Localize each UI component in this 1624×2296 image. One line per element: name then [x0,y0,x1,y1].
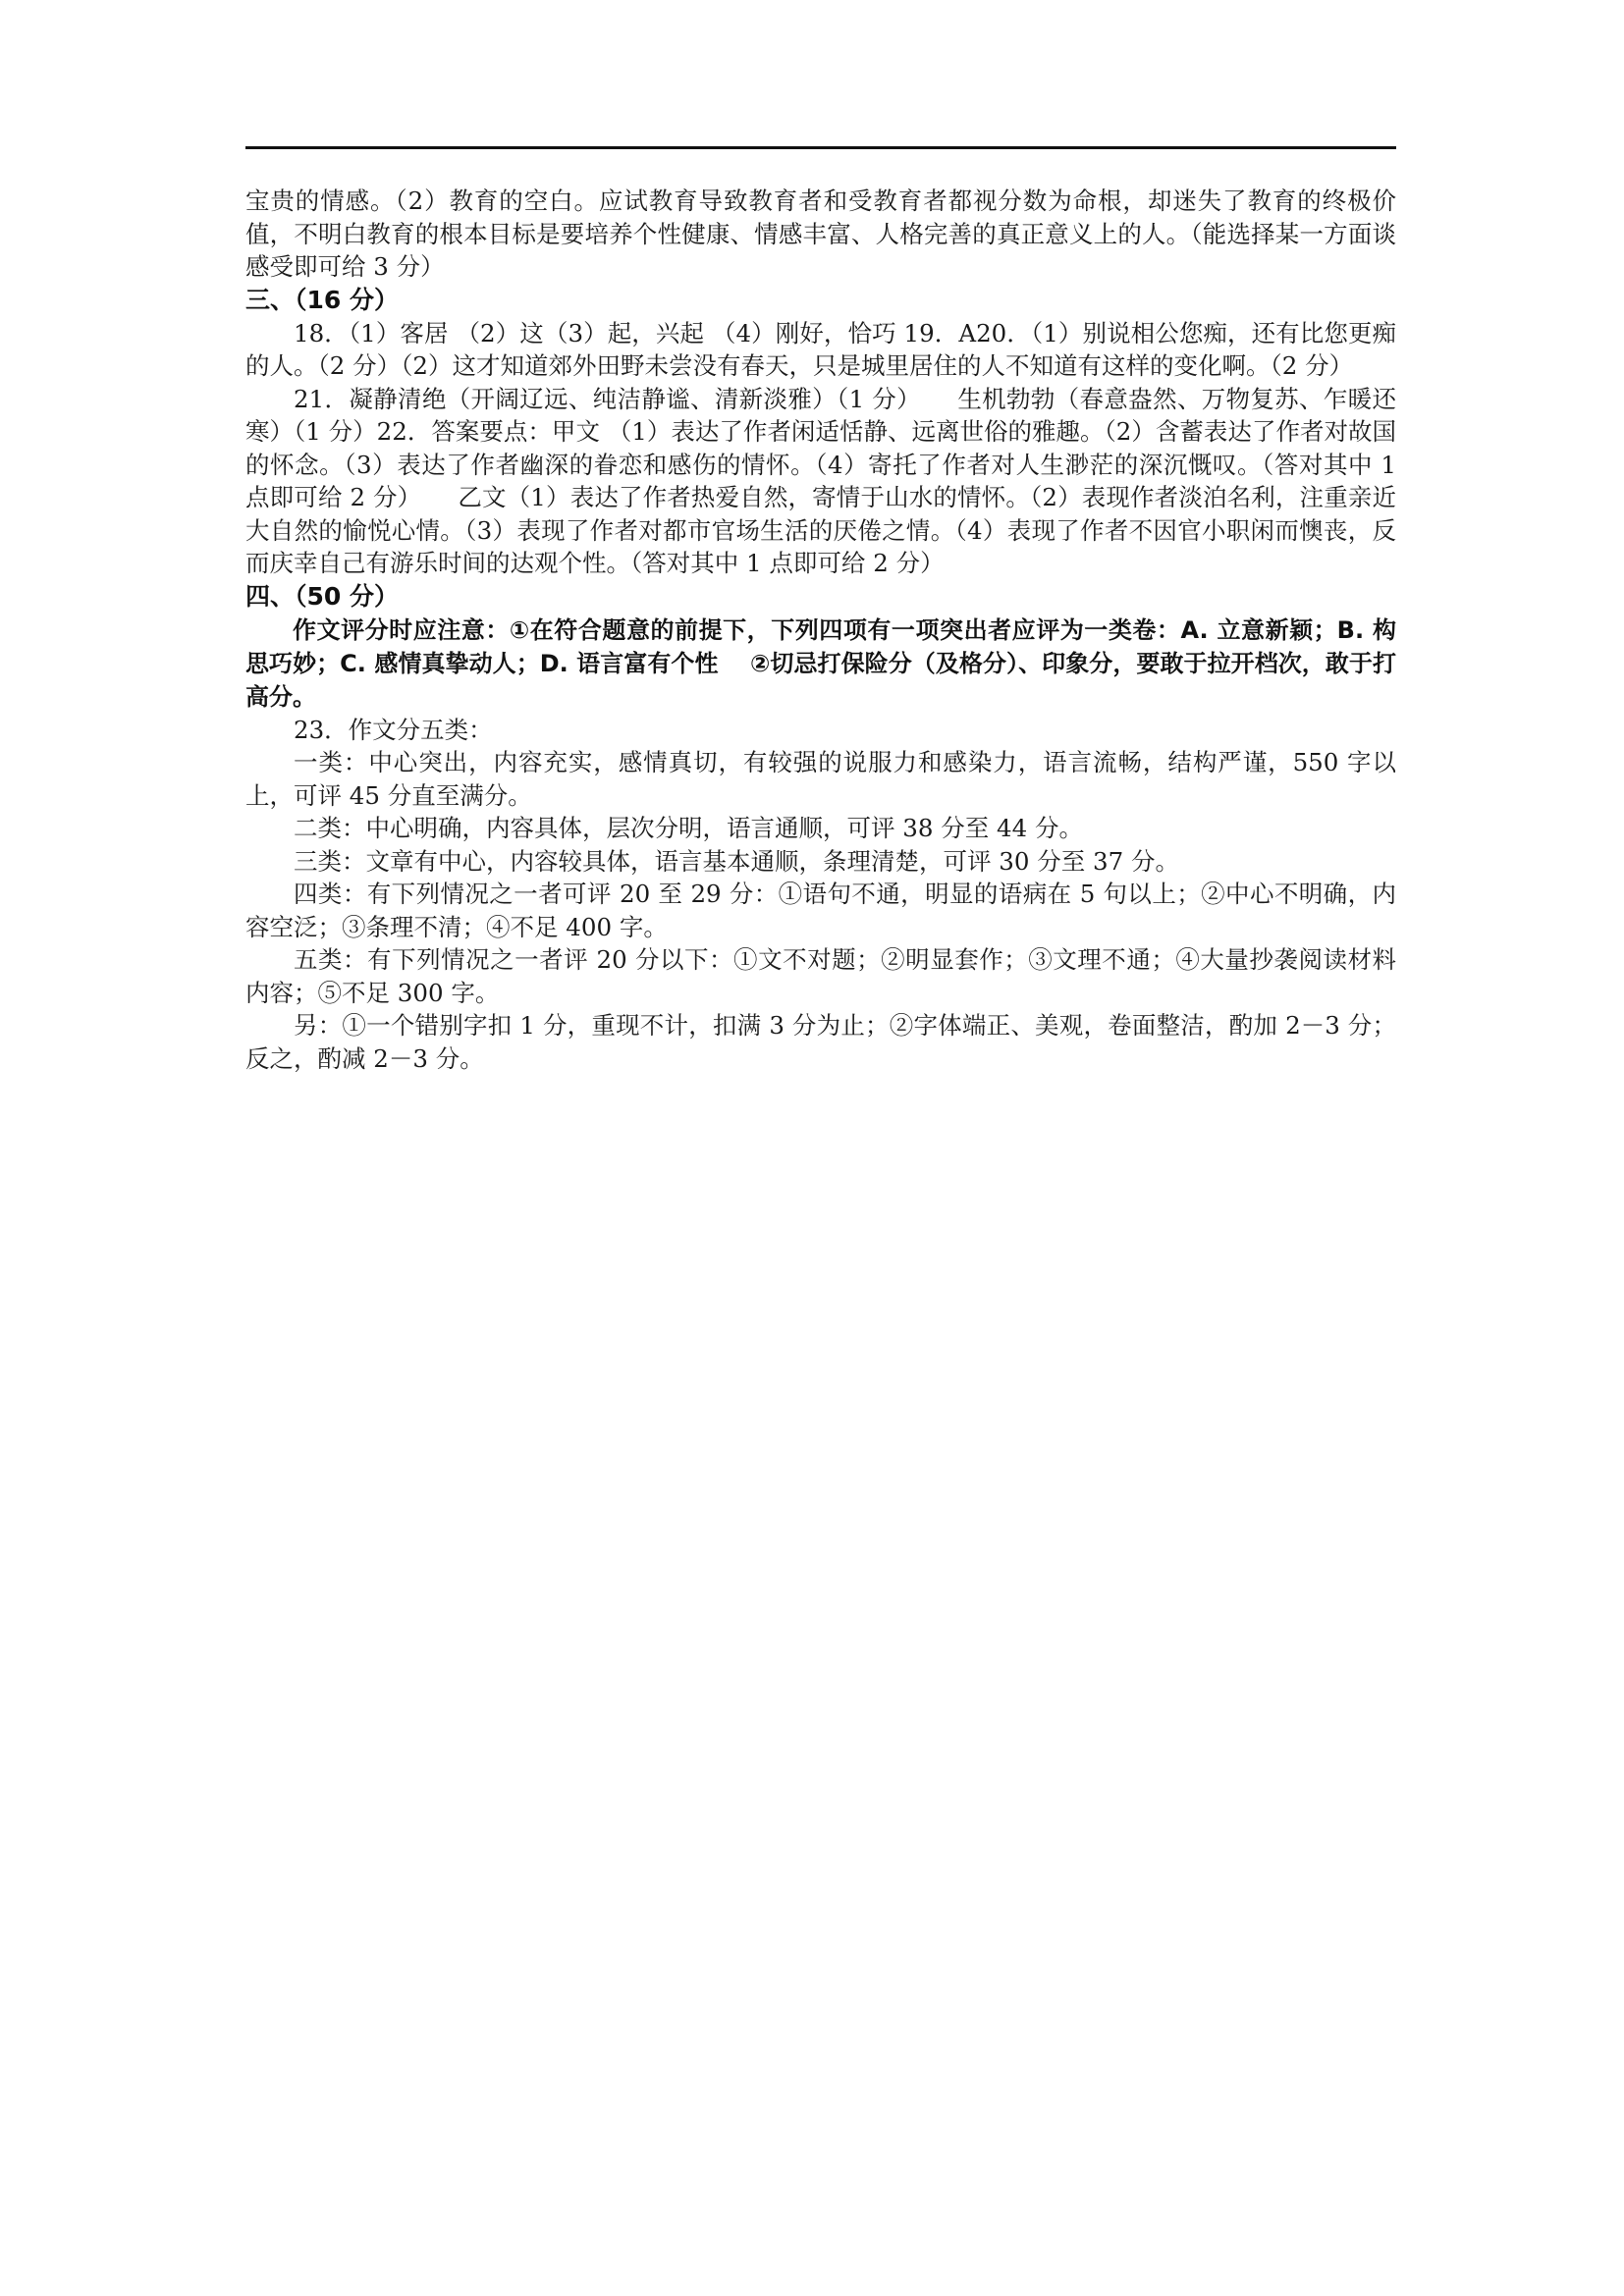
paragraph-essay-grading-note: 作文评分时应注意：①在符合题意的前提下，下列四项有一项突出者应评为一类卷：A. 立意新颖；B. 构思巧妙；C. 感情真挚动人；D. 语言富有个性 ②切忌打保险分（及格分）、印象分，要敢于拉开档次，敢于打高分。 [245,615,1396,711]
paragraph-category-one: 一类：中心突出，内容充实，感情真切，有较强的说服力和感染力，语言流畅，结构严谨，550 字以上，可评 45 分直至满分。 [245,748,1396,810]
answer-key-body [245,185,1396,1075]
paragraph-additional-rules: 另：①一个错别字扣 1 分，重现不计，扣满 3 分为止；②字体端正、美观，卷面整洁，酌加 2－3 分；反之，酌减 2－3 分。 [245,1011,1396,1073]
paragraph-answers-21-22: 21．凝静清绝（开阔辽远、纯洁静谧、清新淡雅）（1 分） 生机勃勃（春意盎然、万物复苏、乍暖还寒）（1 分）22．答案要点：甲文 （1）表达了作者闲适恬静、远离世俗的雅趣。（2）含蓄表达了作者对故国的怀念。（3）表达了作者幽深的眷恋和感伤的情怀。（4）寄托了作者对人生渺茫的深沉慨叹。（答对其中 1 点即可给 2 分） 乙文（1）表达了作者热爱自然，寄情于山水的情怀。（2）表现作者淡泊名利，注重亲近大自然的愉悦心情。（3）表现了作者对都市官场生活的厌倦之情。（4）表现了作者不因官小职闲而懊丧，反而庆幸自己有游乐时间的达观个性。（答对其中 1 点即可给 2 分） [245,384,1396,577]
paragraph-category-three: 三类：文章有中心，内容较具体，语言基本通顺，条理清楚，可评 30 分至 37 分。 [294,846,1179,876]
paragraph-answers-18-20: 18．（1）客居 （2）这（3）起，兴起 （4）刚好，恰巧 19．A20．（1）别说相公您痴，还有比您更痴的人。（2 分）（2）这才知道郊外田野未尝没有春天，只是城里居住的人不知道有这样的变化啊。（2 分） [245,318,1396,380]
section-heading-four: 四、（50 分） [245,581,399,611]
paragraph-category-two: 二类：中心明确，内容具体，层次分明，语言通顺，可评 38 分至 44 分。 [294,814,1083,842]
section-heading-three: 三、（16 分） [245,285,399,314]
paragraph-emotion-and-education: 宝贵的情感。（2）教育的空白。应试教育导致教育者和受教育者都视分数为命根，却迷失了教育的终极价值，不明白教育的根本目标是要培养个性健康、情感丰富、人格完善的真正意义上的人。（能选择某一方面谈感受即可给 3 分） [245,187,1396,281]
paragraph-essay-categories: 23．作文分五类： [294,715,493,744]
header-rule [245,146,1396,149]
paragraph-category-four: 四类：有下列情况之一者可评 20 至 29 分：①语句不通，明显的语病在 5 句以上；②中心不明确，内容空泛；③条理不清；④不足 400 字。 [245,880,1396,941]
paragraph-category-five: 五类：有下列情况之一者评 20 分以下：①文不对题；②明显套作；③文理不通；④大量抄袭阅读材料内容；⑤不足 300 字。 [245,945,1396,1007]
